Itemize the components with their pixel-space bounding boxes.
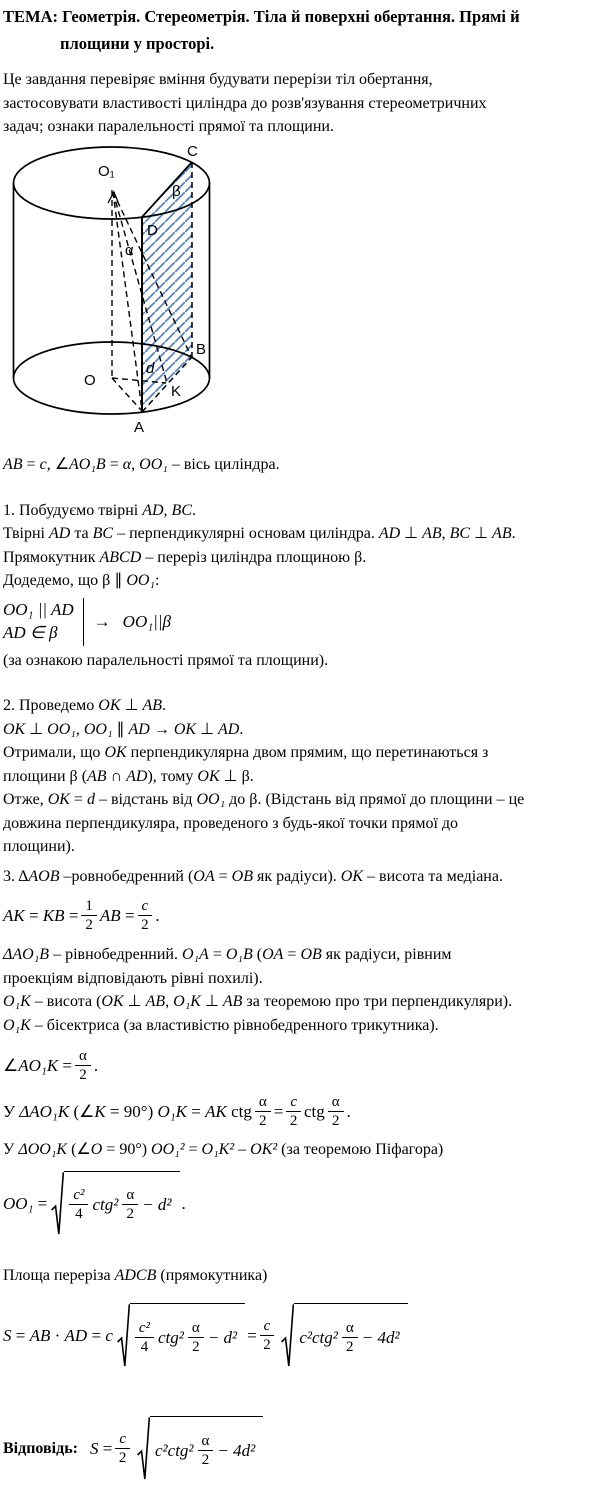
step1-line2: Твірні AD та BC – перпендикулярні основам циліндра. AD ⊥ AB, BC ⊥ AB. [3,525,516,542]
step3-line2a: ΔAO₁B – рівнобедренний. O₁A = O₁B (OA = OB як радіуси, рівним [3,946,452,963]
fraction-c2-4: $\frac{\text{c²}}{4}$ [135,1320,154,1355]
radical [117,1303,245,1368]
fraction-c2-4: $\frac{\text{c²}}{4}$ [69,1187,88,1222]
fraction-c-2: $\frac{c}{2}$ [286,1094,301,1129]
s-lhs: S = AB · AD = c [3,1326,113,1345]
label-B: B [196,340,207,358]
equals: = [273,1102,284,1121]
step-1 [3,499,576,673]
cylinder-figure [5,142,576,448]
minus-d-squared: − d² [207,1327,238,1347]
intro-line-1: Це завдання перевіряє вміння будувати перерізи тіл обертання, [3,71,433,88]
step2-line4a: Отже, OK = d – відстань від OO₁ до β. (Відстань від прямої до площини – це [3,791,525,808]
oo1-radical-formula [3,1171,576,1236]
step3-line3: O₁K – висота (OK ⊥ AB, O₁K ⊥ AB за теоремою про три перпендикуляри). [3,993,513,1010]
intro-line-3: задач; ознаки паралельності прямої та площини. [3,118,334,135]
step2-line1: 2. Проведемо OK ⊥ AB. [3,697,166,714]
step2-line4c: площини). [3,838,75,855]
radical-sign [117,1303,130,1368]
step1-line3: Прямокутник ABCD – переріз циліндра площиною β. [3,548,367,566]
ak-pre: AK = KB = [3,906,79,925]
answer-formula [90,1416,265,1481]
angle-ao1k-formula [3,1048,576,1083]
minus-4d-squared: − 4d² [361,1327,400,1347]
system-line-2: AD ∈ β [3,622,58,642]
ctg-squared: ctg² [158,1327,184,1347]
radical-sign [51,1171,64,1236]
c2ctg-squared: c²ctg² [299,1327,338,1347]
line-O1A [113,192,142,410]
fraction-alpha-2: $\frac{\alpha}{2}$ [122,1187,138,1222]
implies-arrow: → [93,612,111,631]
area-formula [3,1303,576,1368]
label-A: A [134,418,145,436]
radicand [294,1303,407,1368]
title-line-2: площини у просторі. [60,34,215,53]
step2-line3a: Отримали, що OK перпендикулярна двом прямим, що перетинаються з [3,744,489,761]
radical-sign [281,1303,294,1368]
label-d-distance: d [146,359,155,377]
step3-line4: O₁K – бісектриса (за властивістю рівнобедренного трикутника). [3,1016,439,1034]
fraction-c-2: $\frac{c}{2}$ [115,1431,130,1466]
system-premises [3,598,84,646]
step1-line1: 1. Побудуємо твірні AD, BC. [3,501,196,519]
fraction-1-2: $\frac{1}{2}$ [81,898,97,933]
minus-d-squared: − d² [142,1195,172,1214]
step-2 [3,694,576,859]
fraction-alpha-2: $\frac{\alpha}{2}$ [188,1320,204,1355]
angle-pre: ∠AO₁K = [3,1056,73,1075]
radicand [130,1303,245,1368]
angle-post: . [93,1056,99,1075]
ctg-post: . [346,1102,351,1121]
angle-mark-at-O1 [108,192,118,203]
radical [281,1303,407,1368]
label-C: C [187,142,198,160]
c2ctg-squared: c²ctg² [155,1440,194,1460]
step2-line3b: площини β (AB ∩ AD), тому OK ⊥ β. [3,767,254,785]
intro-paragraph [3,68,576,139]
step1-line4: Додедемо, що β ∥ OO₁: [3,572,160,589]
radical-sign [137,1416,150,1481]
oo1-lhs: OO₁ = [3,1193,48,1213]
system-result: OO₁||β [122,612,171,631]
answer-label: Відповідь: [3,1439,78,1457]
answer-lhs: S = [90,1439,113,1458]
ctg-formula [3,1094,576,1129]
step2-line4b: довжина перпендикуляра, проведеного з будь-якої точки прямої до [3,814,459,832]
spacer [3,1242,576,1264]
page-title [3,3,576,57]
area-caption: Площа переріза ADCB (прямокутника) [3,1266,268,1284]
given-line: AB = c, ∠AO₁B = α, OO₁ – вісь циліндра. [3,456,280,473]
step1-note: (за ознакою паралельності прямої та площини). [3,651,329,669]
fraction-alpha-2: $\frac{\alpha}{2}$ [328,1094,344,1129]
radicand [64,1171,179,1236]
step3-line1: 3. ΔAOB –ровнобедренний (OA = OB як радіуси). OK – висота та медіана. [3,867,503,885]
oo1-post: . [181,1193,186,1213]
radicand [150,1416,263,1481]
fraction-alpha-2: $\frac{\alpha}{2}$ [198,1433,214,1468]
ak-post: . [155,906,160,925]
spacer [3,477,576,499]
radical [51,1171,179,1236]
step3-line2b: проекціям відповідають рівні похилі). [3,969,263,987]
radical [137,1416,263,1481]
fraction-alpha-2: $\frac{\alpha}{2}$ [75,1048,91,1083]
system-line-1: OO₁ || AD [3,599,74,619]
label-alpha: α [125,241,134,259]
ak-mid: AB = [99,906,135,925]
label-beta: β [172,182,181,200]
fraction-alpha-2: $\frac{\alpha}{2}$ [342,1320,358,1355]
label-O1: O₁ [98,162,115,180]
label-K: K [171,382,182,400]
spacer [3,672,576,694]
step-3 [3,865,576,1236]
title-line-1: ТЕМА: Геометрія. Стереометрія. Тіла й поверхні обертання. Прямі й [3,7,520,26]
ctg-token: ctg [304,1102,325,1121]
parallel-system-formula [3,598,576,646]
ak-kb-formula [3,898,576,933]
fraction-c-2: $\frac{c}{2}$ [260,1318,275,1353]
fraction-c-2: $\frac{c}{2}$ [138,898,153,933]
segment-OA [112,378,141,410]
fraction-alpha-2: $\frac{\alpha}{2}$ [255,1094,271,1129]
equals: = [247,1326,257,1345]
answer-row [3,1416,576,1481]
intro-line-2: застосовувати властивості циліндра до розв'язування стереометричних [3,94,487,112]
ctg-pre: У ΔAO₁K (∠K = 90°) O₁K = AK ctg [3,1102,252,1121]
label-D: D [147,221,158,239]
step2-line2: OK ⊥ OO₁, OO₁ ∥ AD → OK ⊥ AD. [3,720,244,738]
pythagoras-line: У ΔOO₁K (∠O = 90°) OO₁² = O₁K² – OK² (за теоремою Піфагора) [3,1141,444,1158]
ctg-squared: ctg² [92,1195,119,1214]
label-O: O [84,371,96,389]
cylinder-svg [5,142,237,440]
minus-4d-squared: − 4d² [217,1440,256,1460]
